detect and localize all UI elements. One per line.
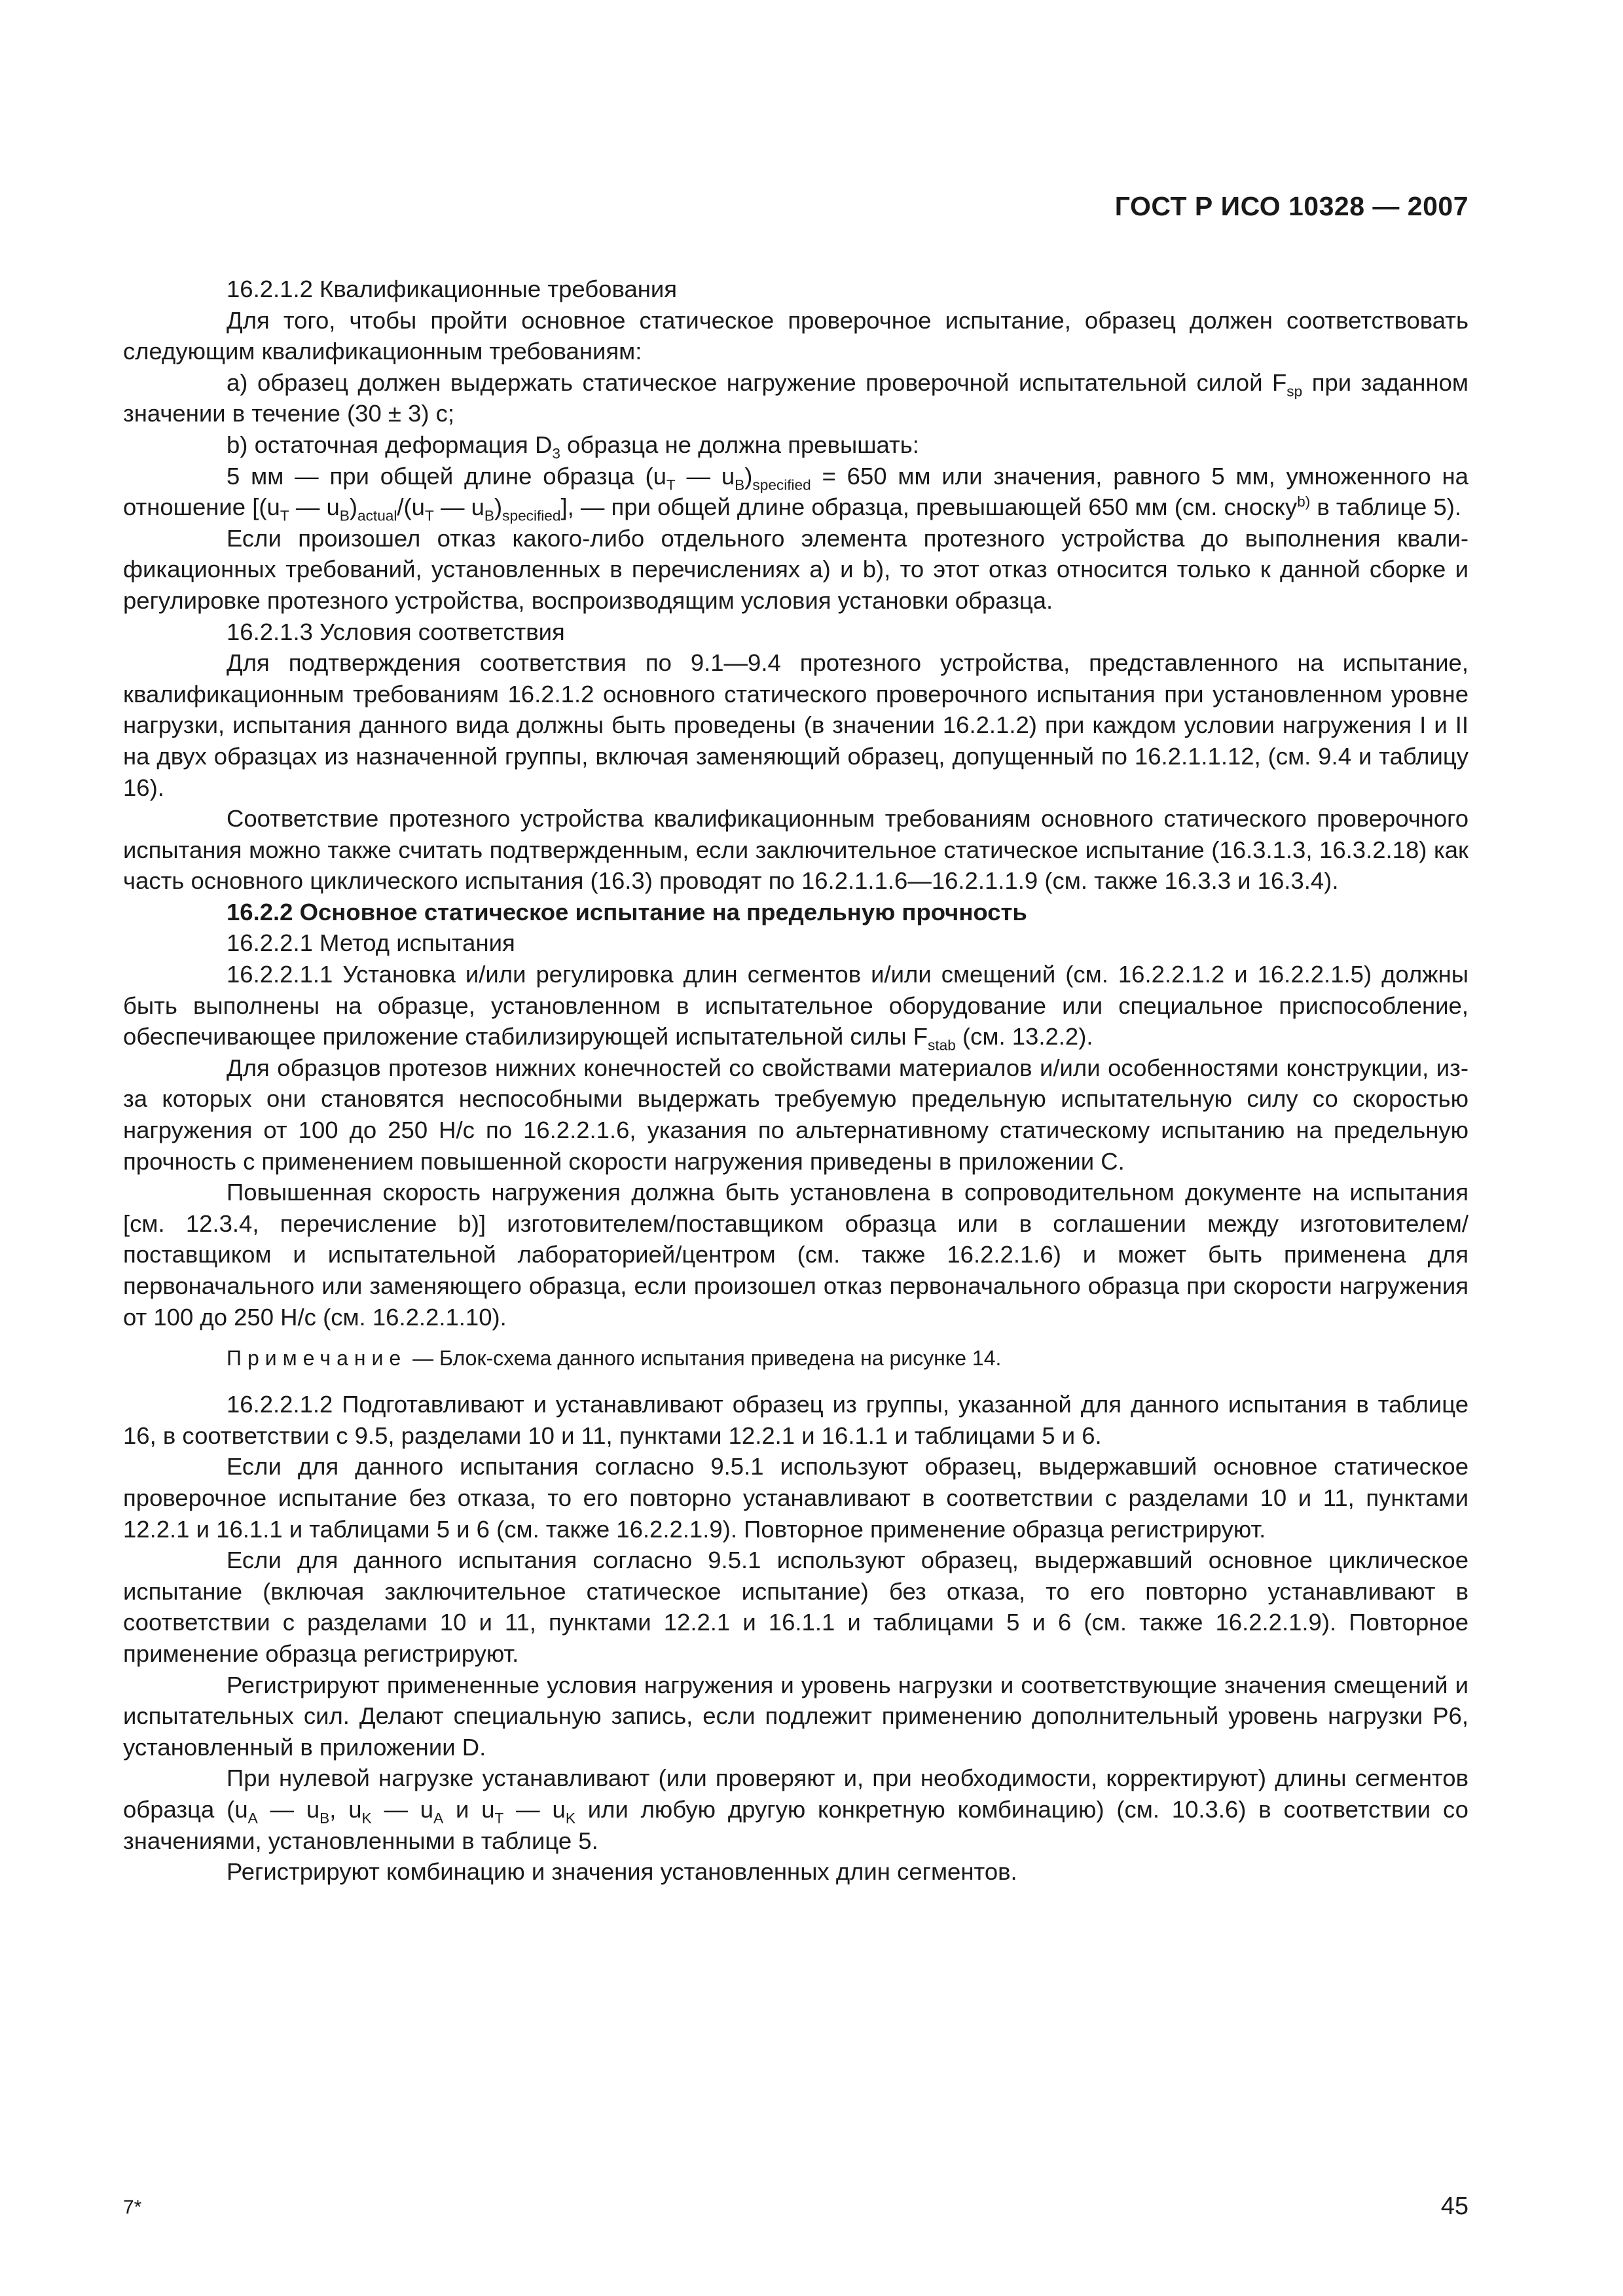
paragraph: Повышенная скорость нагружения должна быть установлена в сопроводительном документе на испытания [см. 12.3.4, перечисление b)] изготовителем/поставщиком образца или в соглашении между изготовителем/поставщиком и испытательной лабораторией/центром (см. также 16.2.2.1.6) и может быть применена для первоначального или заменяющего образца, если произошел отказ первоначального образца при скорости нагружения от 100 до 250 Н/с (см. 16.2.2.1.10). bbox=[123, 1179, 1468, 1331]
paragraph-formula: 5 мм — при общей длине образца ($u_T$ — $u_B)_{specified} = 650$ мм или значения, равного 5 мм, умноженного на отношение [($u_T$ — $u_B)_{actual}/(u_T$ — $u_B)_{specified}$], — при общей длине образца, превышающей 650 мм (см. сноску$^{b)}$ в таблице 5). bbox=[123, 462, 1468, 524]
section-heading-16-2-1-2: 16.2.1.2 Квалификационные требования bbox=[227, 276, 678, 302]
paragraph: 16.2.2.1.1 Установка и/или регулировка длин сегментов и/или смещений (см. 16.2.2.1.2 и 16.2.2.1.5) должны быть выполнены на образце, установленном в испытательное оборудование или специальное приспособление, обеспечивающее приложение стабилизирующей испытательной силы $F_{stab}$ (см. 13.2.2). bbox=[123, 961, 1468, 1054]
note-label: Примечание bbox=[227, 1346, 407, 1371]
list-item-a: a) образец должен выдержать статическое нагружение проверочной испытательной силой $F_{sp}$ при заданном значении в течение (30 ± 3) с; bbox=[123, 368, 1469, 427]
paragraph: Для образцов протезов нижних конечностей со свойствами материалов и/или особенностями конструкции, из-за которых они становятся неспособными выдержать требуемую предельную испытательную силу со скоростью нагружения от 100 до 250 Н/с по 16.2.2.1.6, указания по альтернативному статическому испытанию на предельную прочность с применением повышенной скорости нагружения приведены в приложении С. bbox=[123, 1054, 1468, 1175]
paragraph: Для того, чтобы пройти основное статическое проверочное испытание, образец должен соответствовать следующим квалификационным требованиям: bbox=[123, 306, 1468, 365]
document-header: ГОСТ Р ИСО 10328 — 2007 bbox=[1114, 191, 1468, 221]
page-number: 45 bbox=[1440, 2193, 1468, 2220]
note bbox=[123, 1344, 1468, 1372]
section-heading-16-2-2-1: 16.2.2.1 Метод испытания bbox=[227, 929, 515, 957]
paragraph: 16.2.2.1.2 Подготавливают и устанавливают образец из группы, указанной для данного испытания в таблице 16, в соответствии с 9.5, разделами 10 и 11, пунктами 12.2.1 и 16.1.1 и таблицами 5 и 6. bbox=[123, 1391, 1468, 1449]
paragraph: Если для данного испытания согласно 9.5.1 используют образец, выдержавший основное статическое проверочное испытание без отказа, то его повторно устанавливают в соответствии с разделами 10 и 11, пунктами 12.2.1 и 16.1.1 и таблицами 5 и 6 (см. также 16.2.2.1.9). Повторное применение образца регистрируют. bbox=[123, 1453, 1468, 1543]
list-item-b: b) остаточная деформация $D_3$ образца не должна превышать: bbox=[227, 431, 919, 462]
paragraph: Для подтверждения соответствия по 9.1—9.4 протезного устройства, представленного на испытание, квалификационным требованиям 16.2.1.2 основного статического проверочного испытания при установленном уровне нагрузки, испытания данного вида должны быть проведены (в значении 16.2.1.2) при каждом условии нагружения I и II на двух образцах из назначенной группы, включая заменяющий образец, допущенный по 16.2.1.1.12, (см. 9.4 и таблицу 16). bbox=[123, 649, 1468, 801]
paragraph-formula: При нулевой нагрузке устанавливают (или проверяют и, при необходимости, корректируют) длины сегментов образца ($u_A$ — $u_B$, $u_K$ — $u_A$ и $u_T$ — $u_K$ или любую другую конкретную комбинацию) (см. 10.3.6) в соответствии со значениями, установленными в таблице 5. bbox=[123, 1765, 1468, 1854]
paragraph: Если произошел отказ какого-либо отдельного элемента протезного устройства до выполнения квалификационных требований, установленных в перечислениях a) и b), то этот отказ относится только к данной сборке и регулировке протезного устройства, воспроизводящим условия установки образца. bbox=[123, 524, 1468, 614]
paragraph: Регистрируют примененные условия нагружения и уровень нагрузки и соответствующие значения смещений и испытательных сил. Делают специальную запись, если подлежит применению дополнительный уровень нагрузки Р6, установленный в приложении D. bbox=[123, 1671, 1468, 1761]
section-heading-16-2-1-3: 16.2.1.3 Условия соответствия bbox=[227, 618, 565, 645]
section-heading-16-2-2: 16.2.2 Основное статическое испытание на предельную прочность bbox=[227, 898, 1027, 925]
paragraph: Регистрируют комбинацию и значения установленных длин сегментов. bbox=[227, 1858, 1017, 1886]
note-text: — Блок-схема данного испытания приведена на рисунке 14. bbox=[407, 1346, 1002, 1371]
paragraph: Если для данного испытания согласно 9.5.1 используют образец, выдержавший основное циклическое испытание (включая заключительное статическое испытание) без отказа, то его повторно устанавливают в соответствии с разделами 10 и 11, пунктами 12.2.1 и 16.1.1 и таблицами 5 и 6 (см. также 16.2.2.1.9). Повторное применение образца регистрируют. bbox=[123, 1547, 1468, 1667]
paragraph: Соответствие протезного устройства квалификационным требованиям основного статического проверочного испытания можно также считать подтвержденным, если заключительное статическое испытание (16.3.1.3, 16.3.2.18) как часть основного циклического испытания (16.3) проводят по 16.2.1.1.6—16.2.1.1.9 (см. также 16.3.3 и 16.3.4). bbox=[123, 805, 1468, 895]
sheet-mark: 7* bbox=[123, 2197, 142, 2218]
document-body bbox=[123, 274, 1468, 1888]
